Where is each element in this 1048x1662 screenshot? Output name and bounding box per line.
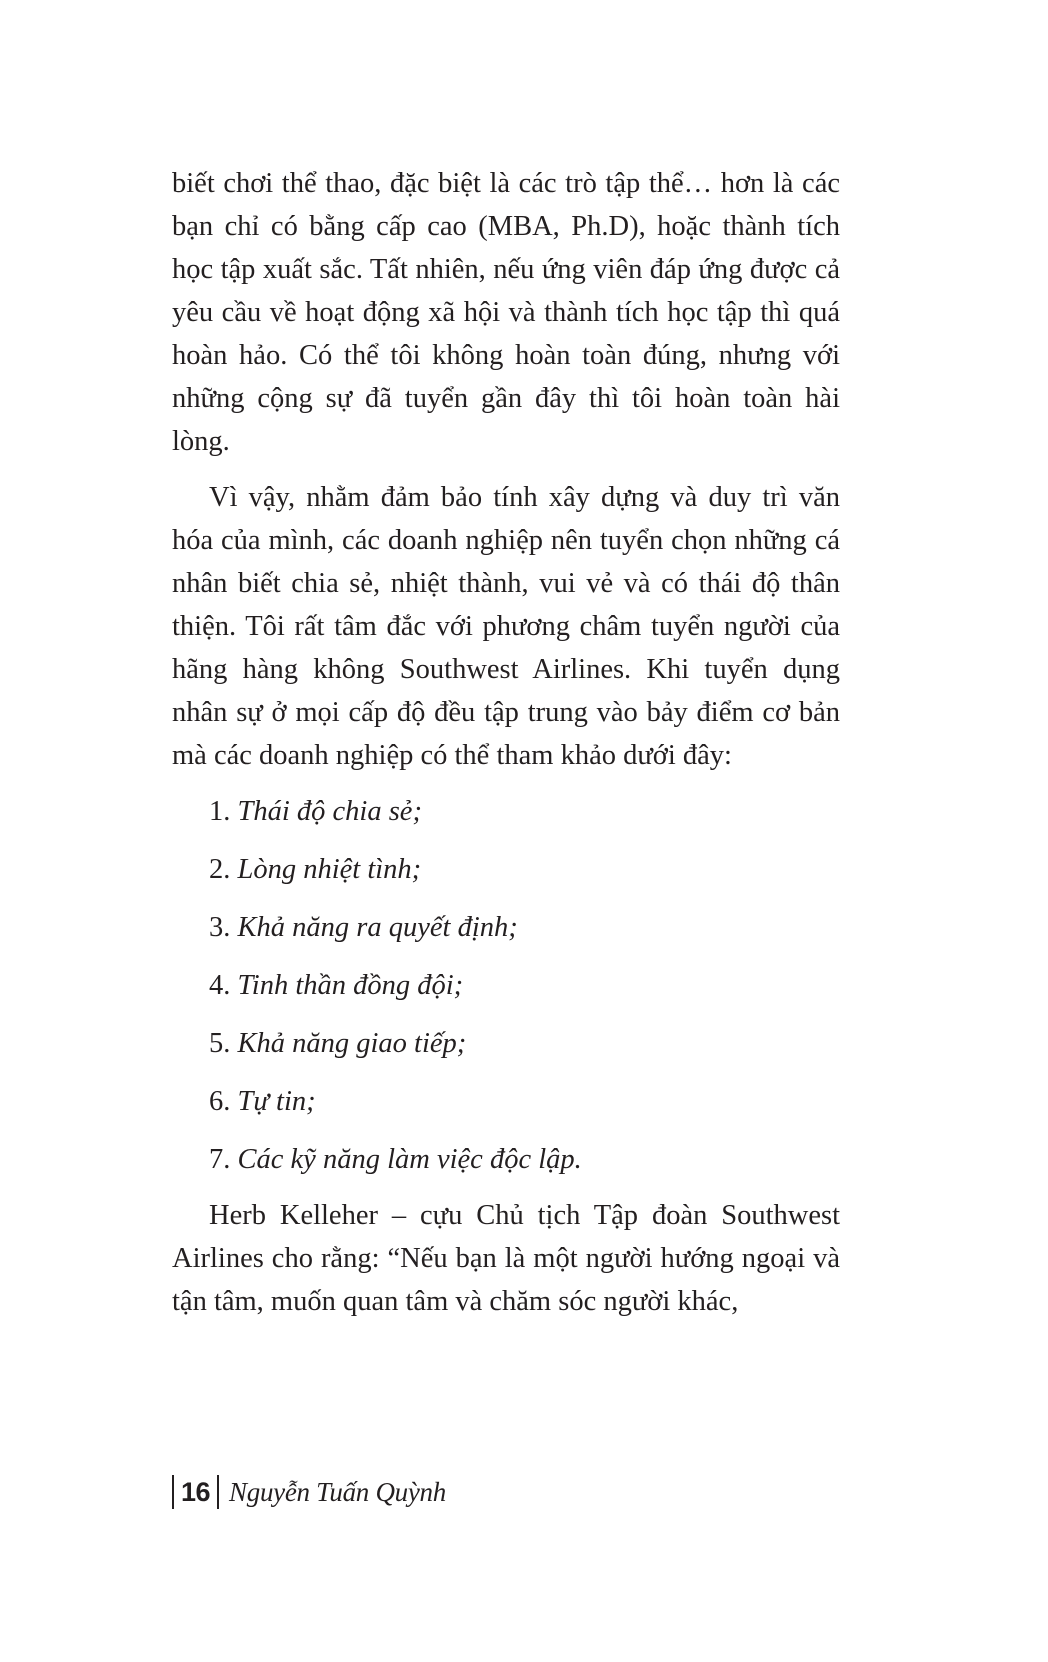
page-footer (172, 1472, 446, 1512)
list-item (209, 848, 840, 891)
list-item (209, 964, 840, 1007)
list-item (209, 1080, 840, 1123)
book-page-body (172, 162, 840, 1323)
footer-divider-left (172, 1475, 174, 1509)
list-item (209, 1138, 840, 1181)
list-item-number: 6. (209, 1086, 231, 1117)
list-item-text: Thái độ chia sẻ; (237, 796, 422, 827)
footer-divider-right (217, 1475, 219, 1509)
list-item-text: Khả năng ra quyết định; (237, 912, 518, 943)
list-item (209, 906, 840, 949)
list-item-text: Khả năng giao tiếp; (237, 1028, 467, 1059)
list-item-number: 5. (209, 1028, 231, 1059)
list-item-number: 3. (209, 912, 231, 943)
hiring-criteria-list (172, 790, 840, 1181)
paragraph-herb-kelleher-quote: Herb Kelleher – cựu Chủ tịch Tập đoàn Southwest Airlines cho rằng: “Nếu bạn là một người hướng ngoại và tận tâm, muốn quan tâm và chăm sóc người khác, (172, 1200, 840, 1317)
list-item-text: Các kỹ năng làm việc độc lập. (237, 1144, 582, 1175)
list-item-number: 1. (209, 796, 231, 827)
page-number: 16 (181, 1476, 211, 1507)
list-item-text: Lòng nhiệt tình; (237, 854, 422, 885)
paragraph-recruitment-culture: Vì vậy, nhằm đảm bảo tính xây dựng và duy trì văn hóa của mình, các doanh nghiệp nên tuyển chọn những cá nhân biết chia sẻ, nhiệt thành, vui vẻ và có thái độ thân thiện. Tôi rất tâm đắc với phương châm tuyển người của hãng hàng không Southwest Airlines. Khi tuyển dụng nhân sự ở mọi cấp độ đều tập trung vào bảy điểm cơ bản mà các doanh nghiệp có thể tham khảo dưới đây: (172, 482, 840, 771)
paragraph-continuation: biết chơi thể thao, đặc biệt là các trò tập thể… hơn là các bạn chỉ có bằng cấp cao (MBA, Ph.D), hoặc thành tích học tập xuất sắc. Tất nhiên, nếu ứng viên đáp ứng được cả yêu cầu về hoạt động xã hội và thành tích học tập thì quá hoàn hảo. Có thể tôi không hoàn toàn đúng, nhưng với những cộng sự đã tuyển gần đây thì tôi hoàn toàn hài lòng. (172, 168, 840, 457)
list-item-text: Tinh thần đồng đội; (237, 970, 464, 1001)
author-name: Nguyễn Tuấn Quỳnh (229, 1476, 446, 1507)
list-item (209, 790, 840, 833)
list-item (209, 1022, 840, 1065)
list-item-number: 4. (209, 970, 231, 1001)
list-item-number: 7. (209, 1144, 231, 1175)
list-item-text: Tự tin; (237, 1086, 316, 1117)
list-item-number: 2. (209, 854, 231, 885)
